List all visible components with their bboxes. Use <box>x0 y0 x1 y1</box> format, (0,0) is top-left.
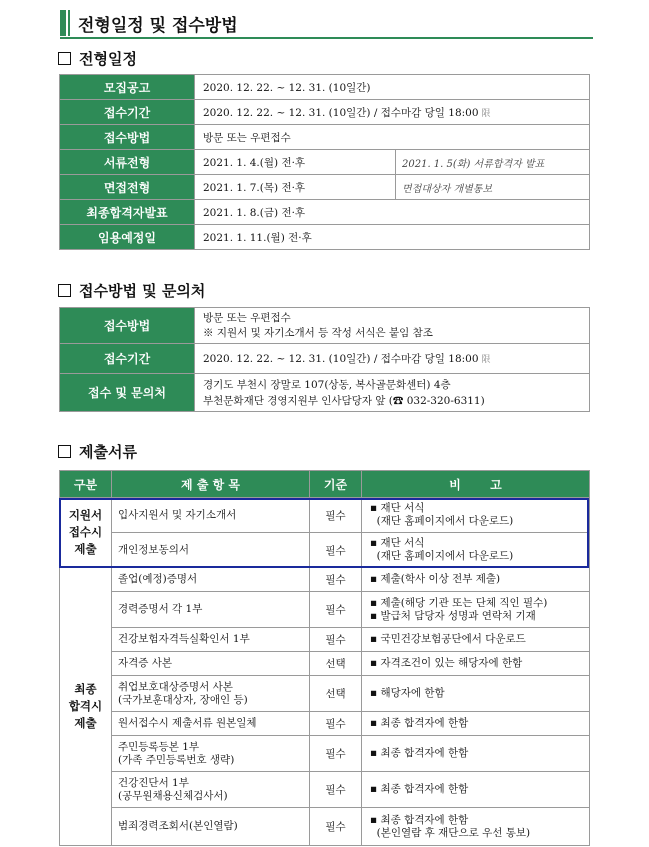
row-value: 2021. 1. 7.(목) 전·후 <box>195 175 396 200</box>
cell-line: 자격증 사본 <box>118 657 173 669</box>
header-item: 제 출 항 목 <box>112 471 310 498</box>
row-value: 방문 또는 우편접수 ※ 지원서 및 자기소개서 등 작성 서식은 붙임 참조 <box>195 308 590 344</box>
cell-line: 경력증명서 각 1부 <box>118 603 203 615</box>
cell-line: 입사지원서 및 자기소개서 <box>118 508 237 521</box>
table-row <box>60 498 590 533</box>
category-cell <box>60 568 112 846</box>
cell-line: 건강진단서 1부 <box>118 776 189 789</box>
category-line: 최종 <box>74 682 97 696</box>
table-row <box>60 592 590 628</box>
cell-line: ▪ 최종 합격자에 한함 <box>370 747 469 759</box>
cell-line: ▪ 해당자에 한함 <box>370 687 445 699</box>
remark-cell <box>362 808 590 846</box>
standard-cell: 필수 <box>310 772 362 808</box>
remark-cell <box>362 568 590 592</box>
schedule-section-title: 전형일정 <box>58 48 137 69</box>
standard-cell: 필수 <box>310 808 362 846</box>
limit-mark: 限 <box>481 108 491 119</box>
category-line: 지원서 <box>68 508 103 522</box>
table-row <box>60 568 590 592</box>
row-note: 면접대상자 개별통보 <box>396 175 590 200</box>
standard-cell: 필수 <box>310 712 362 736</box>
remark-cell <box>362 498 590 533</box>
standard-cell: 필수 <box>310 628 362 652</box>
remark-cell <box>362 736 590 772</box>
category-line: 제출 <box>74 716 97 730</box>
remark-cell <box>362 533 590 568</box>
category-line: 접수시 <box>68 525 103 539</box>
item-cell <box>112 568 310 592</box>
row-value: 2020. 12. 22. ~ 12. 31. (10일간) / 접수마감 당일 18:00 限 <box>195 344 590 374</box>
table-row <box>60 100 590 125</box>
cell-line: 원서접수시 제출서류 원본일체 <box>118 717 257 729</box>
header-remark: 비 고 <box>362 471 590 498</box>
item-cell <box>112 628 310 652</box>
remark-cell <box>362 712 590 736</box>
table-row <box>60 374 590 412</box>
row-label: 모집공고 <box>60 75 195 100</box>
table-row <box>60 676 590 712</box>
item-cell <box>112 808 310 846</box>
cell-line: ▪ 재단 서식 <box>370 537 425 549</box>
cell-line: ▪ 제출(해당 기관 또는 단체 직인 필수) <box>370 596 548 609</box>
cell-line: (국가보훈대상자, 장애인 등) <box>118 693 248 706</box>
table-row <box>60 200 590 225</box>
main-title <box>60 10 593 38</box>
row-label: 면접전형 <box>60 175 195 200</box>
item-cell <box>112 498 310 533</box>
standard-cell: 필수 <box>310 568 362 592</box>
row-label: 접수기간 <box>60 344 195 374</box>
cell-line: ▪ 최종 합격자에 한함 <box>370 717 469 729</box>
table-row <box>60 736 590 772</box>
cell-line: (본인열람 후 재단으로 우선 통보) <box>370 826 531 839</box>
square-bullet-icon <box>58 284 71 297</box>
cell-line: 졸업(예정)증명서 <box>118 573 198 585</box>
row-label: 서류전형 <box>60 150 195 175</box>
title-accent-bar-thin <box>68 10 70 36</box>
cell-line: ▪ 최종 합격자에 한함 <box>370 813 469 826</box>
cell-line: (가족 주민등록번호 생략) <box>118 753 235 766</box>
square-bullet-icon <box>58 445 71 458</box>
cell-line: 주민등록등본 1부 <box>118 740 200 753</box>
row-value: 2020. 12. 22. ~ 12. 31. (10일간) <box>195 75 590 100</box>
square-bullet-icon <box>58 52 71 65</box>
application-table <box>59 307 590 412</box>
standard-cell: 선택 <box>310 652 362 676</box>
cell-line: ▪ 제출(학사 이상 전부 제출) <box>370 573 501 585</box>
remark-cell <box>362 772 590 808</box>
cell-line: 범죄경력조회서(본인열람) <box>118 820 238 832</box>
table-header-row <box>60 471 590 498</box>
row-label: 접수 및 문의처 <box>60 374 195 412</box>
documents-table <box>59 470 590 846</box>
remark-cell <box>362 676 590 712</box>
item-cell <box>112 676 310 712</box>
standard-cell: 필수 <box>310 736 362 772</box>
row-label: 최종합격자발표 <box>60 200 195 225</box>
table-row <box>60 533 590 568</box>
limit-mark: 限 <box>481 355 491 365</box>
standard-cell: 필수 <box>310 592 362 628</box>
row-label: 임용예정일 <box>60 225 195 250</box>
item-cell <box>112 652 310 676</box>
table-row <box>60 712 590 736</box>
cell-line: (재단 홈페이지에서 다운로드) <box>370 550 514 562</box>
remark-cell <box>362 592 590 628</box>
title-accent-bar <box>60 10 66 36</box>
item-cell <box>112 533 310 568</box>
documents-section-title: 제출서류 <box>58 441 137 462</box>
standard-cell: 필수 <box>310 498 362 533</box>
item-cell <box>112 592 310 628</box>
table-row <box>60 150 590 175</box>
category-line: 합격시 <box>68 699 103 713</box>
cell-line: 취업보호대상증명서 사본 <box>118 680 233 693</box>
remark-cell <box>362 628 590 652</box>
row-value: 2021. 1. 4.(월) 전·후 <box>195 150 396 175</box>
table-row <box>60 175 590 200</box>
table-row <box>60 75 590 100</box>
schedule-table <box>59 74 590 250</box>
standard-cell: 필수 <box>310 533 362 568</box>
row-value: 2021. 1. 11.(월) 전·후 <box>195 225 590 250</box>
remark-cell <box>362 652 590 676</box>
row-value: 경기도 부천시 장말로 107(상동, 복사골문화센터) 4층 부천문화재단 경영지원부 인사담당자 앞 (☎ 032-320-6311) <box>195 374 590 412</box>
cell-line: ▪ 자격조건이 있는 해당자에 한함 <box>370 657 523 669</box>
row-value: 2020. 12. 22. ~ 12. 31. (10일간) / 접수마감 당일 18:00 限 <box>195 100 590 125</box>
item-cell <box>112 736 310 772</box>
table-row <box>60 808 590 846</box>
table-row <box>60 225 590 250</box>
table-row <box>60 308 590 344</box>
header-category: 구분 <box>60 471 112 498</box>
table-row <box>60 628 590 652</box>
row-value: 방문 또는 우편접수 <box>195 125 590 150</box>
table-row <box>60 344 590 374</box>
cell-line: (재단 홈페이지에서 다운로드) <box>370 515 514 527</box>
cell-line: ▪ 재단 서식 <box>370 502 425 514</box>
title-underline <box>60 37 593 39</box>
row-label: 접수방법 <box>60 125 195 150</box>
header-standard: 기준 <box>310 471 362 498</box>
application-section-title: 접수방법 및 문의처 <box>58 280 205 301</box>
cell-line: ▪ 국민건강보험공단에서 다운로드 <box>370 633 526 645</box>
standard-cell: 선택 <box>310 676 362 712</box>
cell-line: 건강보험자격득실확인서 1부 <box>118 633 250 645</box>
item-cell <box>112 712 310 736</box>
cell-line: (공무원채용신체검사서) <box>118 789 228 802</box>
cell-line: ▪ 최종 합격자에 한함 <box>370 783 469 795</box>
row-label: 접수방법 <box>60 308 195 344</box>
table-row <box>60 772 590 808</box>
row-note: 2021. 1. 5(화) 서류합격자 발표 <box>396 150 590 175</box>
table-row <box>60 652 590 676</box>
cell-line: ▪ 발급처 담당자 성명과 연락처 기재 <box>370 609 536 622</box>
item-cell <box>112 772 310 808</box>
cell-line: 개인정보동의서 <box>118 543 190 556</box>
category-line: 제출 <box>74 542 97 556</box>
row-label: 접수기간 <box>60 100 195 125</box>
main-title-text: 전형일정 및 접수방법 <box>78 16 238 36</box>
row-value: 2021. 1. 8.(금) 전·후 <box>195 200 590 225</box>
category-cell <box>60 498 112 568</box>
table-row <box>60 125 590 150</box>
